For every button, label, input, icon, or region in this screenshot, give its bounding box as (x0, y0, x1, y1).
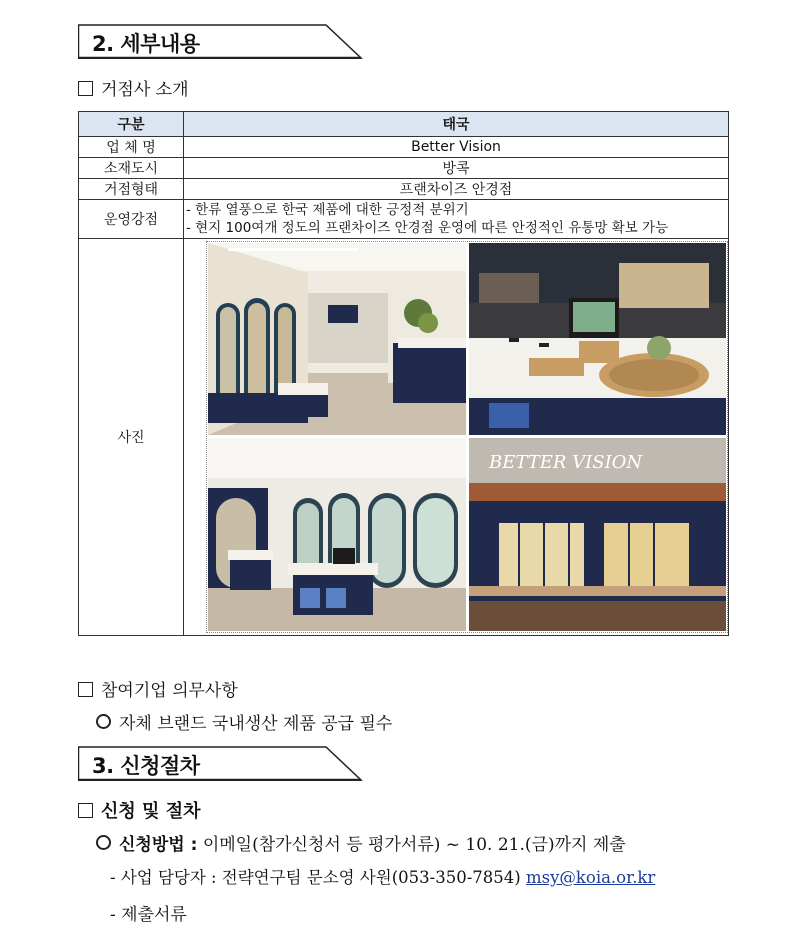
strength-item-2: - 현지 100여개 정도의 프랜차이즈 안경점 운영에 따른 안정적인 유통망 확보 가능 (186, 220, 669, 236)
method-text: 이메일(참가신청서 등 평가서류) ~ 10. 21.(금)까지 제출 (202, 835, 626, 855)
procedure-heading-text: 신청 및 절차 (101, 801, 201, 822)
procedure-documents (110, 900, 187, 925)
strength-item-1: - 한류 열풍으로 한국 제품에 대한 긍정적 분위기 (186, 202, 469, 218)
circle-bullet-icon (96, 835, 111, 850)
row-value-strength (184, 200, 729, 239)
store-photo-display-counter (469, 243, 726, 435)
procedure-heading (78, 797, 200, 823)
row-label-city: 소재도시 (79, 158, 184, 179)
row-label-company: 업 체 명 (79, 137, 184, 158)
table-row (79, 137, 729, 158)
documents-text: - 제출서류 (110, 905, 187, 925)
store-photo-interior-wide (208, 438, 466, 631)
checkbox-square-icon (78, 81, 93, 96)
procedure-contact (110, 864, 655, 888)
obligations-item (96, 709, 392, 734)
table-row (79, 179, 729, 200)
row-label-type: 거점형태 (79, 179, 184, 200)
header-country: 태국 (184, 112, 729, 137)
section-3-title: 3. 신청절차 (92, 754, 200, 778)
intro-heading (78, 75, 189, 100)
checkbox-square-icon (78, 682, 93, 697)
circle-bullet-icon (96, 714, 111, 729)
table-row (79, 200, 729, 239)
section-3-header (78, 746, 363, 781)
table-header-row (79, 112, 729, 137)
header-category: 구분 (79, 112, 184, 137)
section-2-header (78, 24, 363, 59)
row-label-strength: 운영강점 (79, 200, 184, 239)
table-row (79, 239, 729, 636)
row-value-city: 방콕 (184, 158, 729, 179)
obligations-heading (78, 676, 238, 701)
photo-grid (206, 241, 728, 633)
row-value-type: 프랜차이즈 안경점 (184, 179, 729, 200)
obligations-heading-text: 참여기업 의무사항 (101, 681, 238, 701)
row-label-photo: 사진 (79, 239, 184, 636)
table-row (79, 158, 729, 179)
procedure-method (96, 830, 626, 855)
hub-info-table (78, 111, 729, 636)
method-label: 신청방법 : (119, 835, 198, 855)
contact-email-link[interactable]: msy@koia.or.kr (525, 868, 656, 887)
obligations-item-text: 자체 브랜드 국내생산 제품 공급 필수 (119, 714, 393, 734)
store-sign-text: BETTER VISION (489, 452, 643, 473)
section-2-title: 2. 세부내용 (92, 32, 200, 56)
row-value-photos (184, 239, 729, 636)
intro-heading-text: 거점사 소개 (101, 80, 189, 100)
row-value-company: Better Vision (184, 137, 729, 158)
store-photo-interior-arches (208, 243, 466, 435)
contact-text: - 사업 담당자 : 전략연구팀 문소영 사원(053-350-7854) (110, 868, 521, 887)
checkbox-square-icon (78, 803, 93, 818)
store-photo-storefront (469, 438, 726, 631)
